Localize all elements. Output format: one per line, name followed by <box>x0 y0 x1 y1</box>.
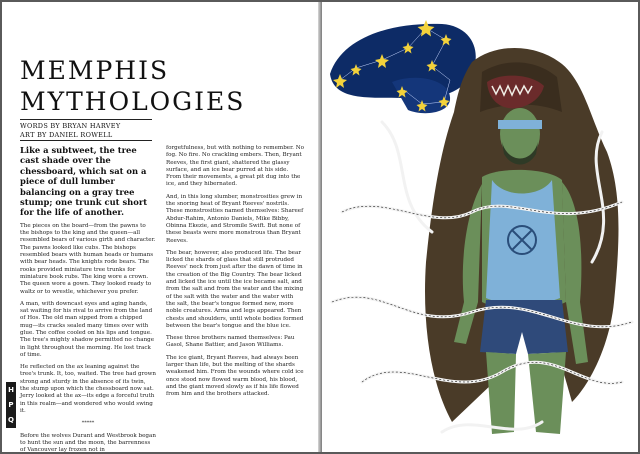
magazine-spread <box>2 2 638 452</box>
side-tab-letter: P <box>8 400 14 409</box>
body-paragraph: He reflected on the ax leaning against the tree's trunk. It, too, waited. The tree had grown strong and sturdy in the absence of its twin, the stump upon which the chessboard now sat. Jerry looked at the ax—its edge a forceful truth in this realm—and wondered who would swing it. <box>20 364 157 414</box>
lead-paragraph: Like a subtweet, the tree cast shade over the chessboard, which sat on a piece of dull lumber balancing on a gray tree stump; one trunk cut short for the life of another. <box>20 145 148 218</box>
side-tab-letter: H <box>8 385 14 394</box>
body-paragraph: The bear, however, also produced life. The bear licked the shards of glass that still protruded Reeves' neck from just after the dawn of time in the creation of the Big Country. The bear licked and licked the ice until the ice became salt, and from the salt and from the water and the mixing of the salt with the water and the water with the salt, the bear's tongue formed new, more noble creatures. Arma and legs appeared. Then chests and shoulders, until whole bodies formed between the bear's tongue and the blue ice. <box>166 249 304 329</box>
text-column-2 <box>166 145 304 404</box>
credit-rule-bottom <box>20 140 152 141</box>
side-tab-letter: Q <box>8 416 14 425</box>
publication-side-tab <box>6 382 16 428</box>
body-paragraph: The ice giant, Bryant Reeves, had always been larger than life, but the melting of the shards weakened him. From the wounds where cold ice once stood now flowed warm blood, his blood, and the giant moved slowly as if his life flowed from him and the brothers attacked. <box>166 354 304 398</box>
left-page <box>2 2 320 452</box>
author-credit: WORDS BY BRYAN HARVEY <box>20 122 121 130</box>
artist-credit: ART BY DANIEL ROWELL <box>20 131 113 139</box>
bear-man-illustration <box>322 2 638 452</box>
body-paragraph: These three brothers named themselves: Pau Gasol, Shane Battier, and Jason Williams. <box>166 335 295 349</box>
body-paragraph: forgetfulness, but with nothing to remember. No fog. No fire. No crackling embers. Then, Bryant Reeves, the first giant, shattered the glassy surface, and an ice bear purred at his side. From their movements, a great pit dug into the ice, and they hibernated. <box>166 145 304 188</box>
body-paragraph: The pieces on the board—from the pawns to the bishops to the king and the queen—all resembled bears of various girth and character. The pawns looked like cubs. The bishops resembled bears with human heads or humans with bear heads. The knights rode bears. The rooks provided miniature tree trunks for miniature book rubs. The king wore a crown. The queen wore a gown. They looked ready to waltz or to wrestle, whichever you prefer. <box>20 222 156 295</box>
right-page <box>322 2 638 452</box>
blindfold <box>498 120 542 129</box>
text-column-1 <box>20 145 156 452</box>
title-line-1: MEMPHIS <box>20 55 170 85</box>
credit-rule-top <box>20 119 152 120</box>
body-paragraph: Before the wolves Durant and Westbrook began to hunt the sun and the moon, the barrenness of Vancouver lay frozen not in <box>20 432 156 452</box>
byline <box>20 122 170 140</box>
title-line-2: MYTHOLOGIES <box>20 86 246 116</box>
article-title <box>20 55 310 117</box>
section-separator: ***** <box>81 420 95 427</box>
body-paragraph: A man, with downcast eyes and aging hands, sat waiting for his rival to arrive from the land of Hos. The old man sipped from a chipped mug—its cracks sealed many times over with glue. The coffee cooled on his lips and tongue. The tree's mighty shadow permitted no change in light throughout the morning. He lost track of time. <box>20 300 155 358</box>
body-paragraph: And, in this long slumber, monstrosities grew in the snoring heat of Bryant Reeves' nostrils. These monstrosities named themselves: Shareef Abdur-Rahim, Antonio Daniels, Mike Bibby, Obinna Ekezie, and Stromile Swift. But none of these beasts were more monstrous than Bryant Reeves. <box>166 193 304 244</box>
